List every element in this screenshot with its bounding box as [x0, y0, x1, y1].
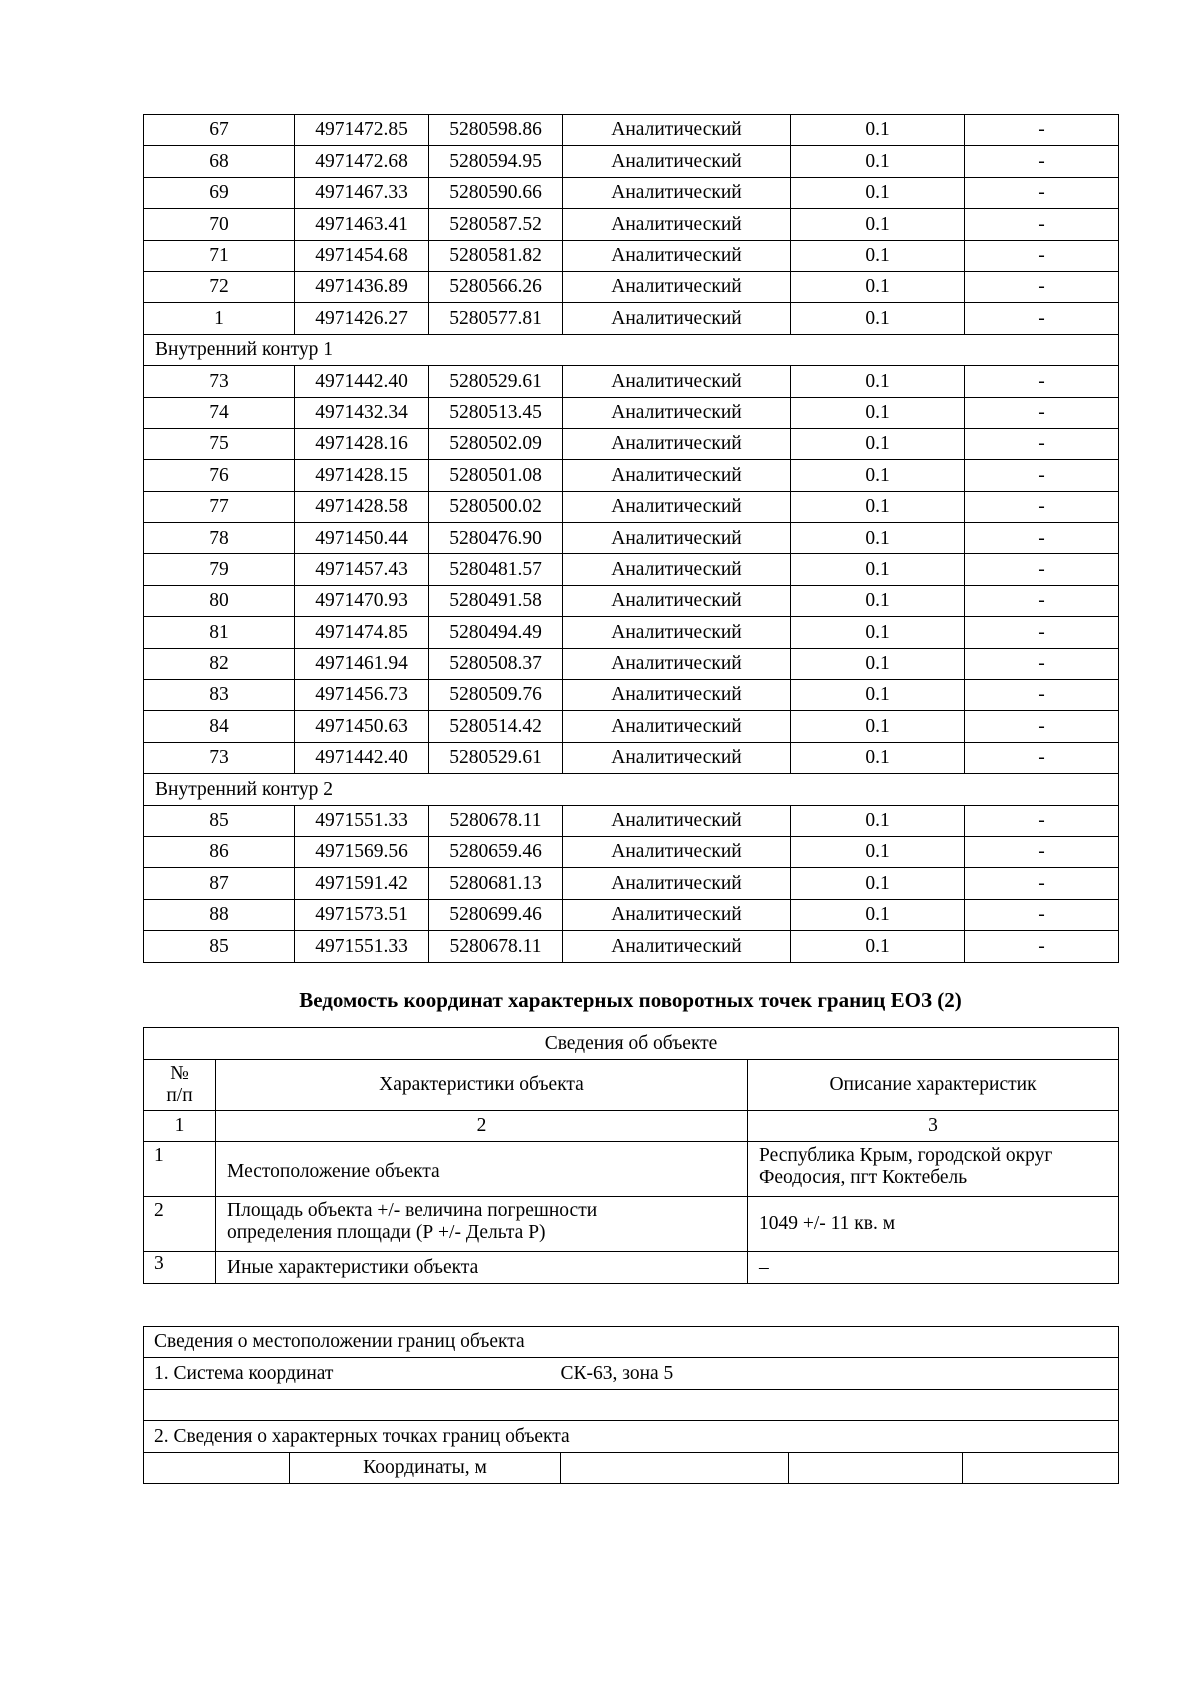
method-cell: Аналитический — [563, 177, 791, 208]
accuracy-cell: 0.1 — [791, 209, 965, 240]
row-number: 2 — [144, 1197, 216, 1252]
accuracy-cell: 0.1 — [791, 648, 965, 679]
accuracy-cell: 0.1 — [791, 680, 965, 711]
header-cell-empty — [561, 1452, 789, 1483]
y-coordinate-cell: 5280476.90 — [429, 523, 563, 554]
method-cell: Аналитический — [563, 836, 791, 867]
y-coordinate-cell: 5280566.26 — [429, 271, 563, 302]
row-number: 1 — [144, 1142, 216, 1197]
accuracy-cell: 0.1 — [791, 177, 965, 208]
x-coordinate-cell: 4971461.94 — [295, 648, 429, 679]
y-coordinate-cell: 5280509.76 — [429, 680, 563, 711]
description-cell: - — [965, 146, 1119, 177]
y-coordinate-cell: 5280514.42 — [429, 711, 563, 742]
point-number-cell: 1 — [144, 303, 295, 334]
point-number-cell: 85 — [144, 931, 295, 962]
x-coordinate-cell: 4971428.58 — [295, 491, 429, 522]
column-header-description: Описание характеристик — [748, 1060, 1119, 1111]
point-number-cell: 77 — [144, 491, 295, 522]
method-cell: Аналитический — [563, 523, 791, 554]
x-coordinate-cell: 4971472.68 — [295, 146, 429, 177]
table-row — [144, 585, 1119, 616]
x-coordinate-cell: 4971432.34 — [295, 397, 429, 428]
accuracy-cell: 0.1 — [791, 460, 965, 491]
method-cell: Аналитический — [563, 680, 791, 711]
point-number-cell: 86 — [144, 836, 295, 867]
row-characteristic: Местоположение объекта — [216, 1142, 748, 1197]
x-coordinate-cell: 4971573.51 — [295, 899, 429, 930]
x-coordinate-cell: 4971456.73 — [295, 680, 429, 711]
y-coordinate-cell: 5280587.52 — [429, 209, 563, 240]
table-row — [144, 303, 1119, 334]
method-cell: Аналитический — [563, 805, 791, 836]
x-coordinate-cell: 4971569.56 — [295, 836, 429, 867]
point-number-cell: 71 — [144, 240, 295, 271]
accuracy-cell: 0.1 — [791, 742, 965, 773]
table-row — [144, 523, 1119, 554]
y-coordinate-cell: 5280678.11 — [429, 805, 563, 836]
description-cell: - — [965, 617, 1119, 648]
point-number-cell: 70 — [144, 209, 295, 240]
point-number-cell: 79 — [144, 554, 295, 585]
point-number-cell: 73 — [144, 366, 295, 397]
accuracy-cell: 0.1 — [791, 585, 965, 616]
object-row — [144, 1142, 1119, 1197]
description-cell: - — [965, 585, 1119, 616]
row-description: – — [748, 1252, 1119, 1284]
x-coordinate-cell: 4971436.89 — [295, 271, 429, 302]
coordinates-table — [143, 114, 1119, 963]
accuracy-cell: 0.1 — [791, 805, 965, 836]
y-coordinate-cell: 5280594.95 — [429, 146, 563, 177]
method-cell: Аналитический — [563, 899, 791, 930]
table-row — [144, 146, 1119, 177]
column-header-characteristics: Характеристики объекта — [216, 1060, 748, 1111]
point-number-cell: 83 — [144, 680, 295, 711]
column-header-num: № п/п — [144, 1060, 216, 1111]
x-coordinate-cell: 4971551.33 — [295, 805, 429, 836]
x-coordinate-cell: 4971474.85 — [295, 617, 429, 648]
coord-system-label: 1. Система координат — [144, 1358, 561, 1389]
table-row — [144, 428, 1119, 459]
method-cell: Аналитический — [563, 240, 791, 271]
point-number-cell: 74 — [144, 397, 295, 428]
y-coordinate-cell: 5280681.13 — [429, 868, 563, 899]
description-cell: - — [965, 523, 1119, 554]
method-cell: Аналитический — [563, 931, 791, 962]
table-row — [144, 680, 1119, 711]
y-coordinate-cell: 5280678.11 — [429, 931, 563, 962]
contour-section-row — [144, 774, 1119, 805]
accuracy-cell: 0.1 — [791, 146, 965, 177]
point-number-cell: 67 — [144, 115, 295, 146]
accuracy-cell: 0.1 — [791, 868, 965, 899]
table-row — [144, 460, 1119, 491]
accuracy-cell: 0.1 — [791, 397, 965, 428]
point-number-cell: 84 — [144, 711, 295, 742]
table-row — [144, 115, 1119, 146]
description-cell: - — [965, 491, 1119, 522]
description-cell: - — [965, 460, 1119, 491]
contour-section-label: Внутренний контур 2 — [144, 774, 1119, 805]
description-cell: - — [965, 899, 1119, 930]
x-coordinate-cell: 4971428.15 — [295, 460, 429, 491]
header-cell-empty — [963, 1452, 1119, 1483]
index-cell-1: 1 — [144, 1111, 216, 1142]
description-cell: - — [965, 836, 1119, 867]
method-cell: Аналитический — [563, 554, 791, 585]
x-coordinate-cell: 4971426.27 — [295, 303, 429, 334]
point-number-cell: 72 — [144, 271, 295, 302]
section-title: Ведомость координат характерных поворотных точек границ ЕОЗ (2) — [299, 988, 962, 1012]
table-row — [144, 805, 1119, 836]
y-coordinate-cell: 5280491.58 — [429, 585, 563, 616]
x-coordinate-cell: 4971463.41 — [295, 209, 429, 240]
accuracy-cell: 0.1 — [791, 523, 965, 554]
method-cell: Аналитический — [563, 428, 791, 459]
description-cell: - — [965, 397, 1119, 428]
table-row — [144, 397, 1119, 428]
y-coordinate-cell: 5280481.57 — [429, 554, 563, 585]
y-coordinate-cell: 5280502.09 — [429, 428, 563, 459]
method-cell: Аналитический — [563, 209, 791, 240]
method-cell: Аналитический — [563, 617, 791, 648]
description-cell: - — [965, 303, 1119, 334]
object-row — [144, 1197, 1119, 1252]
description-cell: - — [965, 428, 1119, 459]
table-row — [144, 366, 1119, 397]
x-coordinate-cell: 4971442.40 — [295, 742, 429, 773]
accuracy-cell: 0.1 — [791, 428, 965, 459]
table-row — [144, 931, 1119, 962]
accuracy-cell: 0.1 — [791, 240, 965, 271]
table-row — [144, 648, 1119, 679]
y-coordinate-cell: 5280529.61 — [429, 742, 563, 773]
y-coordinate-cell: 5280598.86 — [429, 115, 563, 146]
x-coordinate-cell: 4971450.44 — [295, 523, 429, 554]
accuracy-cell: 0.1 — [791, 617, 965, 648]
point-number-cell: 81 — [144, 617, 295, 648]
y-coordinate-cell: 5280494.49 — [429, 617, 563, 648]
x-coordinate-cell: 4971428.16 — [295, 428, 429, 459]
method-cell: Аналитический — [563, 303, 791, 334]
table-row — [144, 177, 1119, 208]
contour-section-row — [144, 334, 1119, 365]
accuracy-cell: 0.1 — [791, 931, 965, 962]
accuracy-cell: 0.1 — [791, 836, 965, 867]
object-info-table — [143, 1027, 1119, 1284]
description-cell: - — [965, 115, 1119, 146]
method-cell: Аналитический — [563, 648, 791, 679]
description-cell: - — [965, 240, 1119, 271]
accuracy-cell: 0.1 — [791, 115, 965, 146]
description-cell: - — [965, 805, 1119, 836]
table-row — [144, 209, 1119, 240]
row-number: 3 — [144, 1252, 216, 1284]
header-cell-empty — [789, 1452, 963, 1483]
x-coordinate-cell: 4971591.42 — [295, 868, 429, 899]
empty-row — [144, 1389, 1119, 1420]
header-cell-empty — [144, 1452, 290, 1483]
x-coordinate-cell: 4971450.63 — [295, 711, 429, 742]
point-number-cell: 85 — [144, 805, 295, 836]
point-number-cell: 76 — [144, 460, 295, 491]
y-coordinate-cell: 5280659.46 — [429, 836, 563, 867]
table-row — [144, 491, 1119, 522]
point-number-cell: 80 — [144, 585, 295, 616]
accuracy-cell: 0.1 — [791, 899, 965, 930]
accuracy-cell: 0.1 — [791, 491, 965, 522]
table-row — [144, 742, 1119, 773]
y-coordinate-cell: 5280577.81 — [429, 303, 563, 334]
x-coordinate-cell: 4971442.40 — [295, 366, 429, 397]
table-row — [144, 868, 1119, 899]
x-coordinate-cell: 4971467.33 — [295, 177, 429, 208]
method-cell: Аналитический — [563, 397, 791, 428]
point-number-cell: 75 — [144, 428, 295, 459]
method-cell: Аналитический — [563, 868, 791, 899]
table-row — [144, 271, 1119, 302]
point-number-cell: 82 — [144, 648, 295, 679]
points-info-label: 2. Сведения о характерных точках границ объекта — [144, 1421, 1119, 1452]
description-cell: - — [965, 931, 1119, 962]
description-cell: - — [965, 868, 1119, 899]
method-cell: Аналитический — [563, 742, 791, 773]
point-number-cell: 78 — [144, 523, 295, 554]
y-coordinate-cell: 5280513.45 — [429, 397, 563, 428]
location-caption: Сведения о местоположении границ объекта — [144, 1327, 1119, 1358]
x-coordinate-cell: 4971454.68 — [295, 240, 429, 271]
method-cell: Аналитический — [563, 491, 791, 522]
table-row — [144, 617, 1119, 648]
method-cell: Аналитический — [563, 460, 791, 491]
description-cell: - — [965, 648, 1119, 679]
point-number-cell: 88 — [144, 899, 295, 930]
object-info-caption: Сведения об объекте — [144, 1028, 1119, 1060]
coordinates-header: Координаты, м — [290, 1452, 561, 1483]
description-cell: - — [965, 271, 1119, 302]
method-cell: Аналитический — [563, 366, 791, 397]
table-row — [144, 240, 1119, 271]
method-cell: Аналитический — [563, 585, 791, 616]
accuracy-cell: 0.1 — [791, 366, 965, 397]
location-info-table — [143, 1326, 1119, 1484]
y-coordinate-cell: 5280529.61 — [429, 366, 563, 397]
y-coordinate-cell: 5280508.37 — [429, 648, 563, 679]
description-cell: - — [965, 366, 1119, 397]
method-cell: Аналитический — [563, 271, 791, 302]
index-cell-3: 3 — [748, 1111, 1119, 1142]
accuracy-cell: 0.1 — [791, 554, 965, 585]
object-row — [144, 1252, 1119, 1284]
description-cell: - — [965, 209, 1119, 240]
point-number-cell: 87 — [144, 868, 295, 899]
description-cell: - — [965, 680, 1119, 711]
method-cell: Аналитический — [563, 115, 791, 146]
point-number-cell: 73 — [144, 742, 295, 773]
accuracy-cell: 0.1 — [791, 303, 965, 334]
method-cell: Аналитический — [563, 146, 791, 177]
row-characteristic: Площадь объекта +/- величина погрешности определения площади (Р +/- Дельта Р) — [216, 1197, 748, 1252]
y-coordinate-cell: 5280581.82 — [429, 240, 563, 271]
table-row — [144, 711, 1119, 742]
row-characteristic: Иные характеристики объекта — [216, 1252, 748, 1284]
y-coordinate-cell: 5280501.08 — [429, 460, 563, 491]
point-number-cell: 68 — [144, 146, 295, 177]
y-coordinate-cell: 5280590.66 — [429, 177, 563, 208]
accuracy-cell: 0.1 — [791, 711, 965, 742]
row-description: Республика Крым, городской округ Феодосия, пгт Коктебель — [748, 1142, 1119, 1197]
contour-section-label: Внутренний контур 1 — [144, 334, 1119, 365]
x-coordinate-cell: 4971472.85 — [295, 115, 429, 146]
y-coordinate-cell: 5280500.02 — [429, 491, 563, 522]
y-coordinate-cell: 5280699.46 — [429, 899, 563, 930]
row-description: 1049 +/- 11 кв. м — [748, 1197, 1119, 1252]
table-row — [144, 554, 1119, 585]
table-row — [144, 836, 1119, 867]
index-cell-2: 2 — [216, 1111, 748, 1142]
description-cell: - — [965, 554, 1119, 585]
point-number-cell: 69 — [144, 177, 295, 208]
description-cell: - — [965, 177, 1119, 208]
coord-system-value: СК-63, зона 5 — [561, 1358, 1119, 1389]
x-coordinate-cell: 4971470.93 — [295, 585, 429, 616]
x-coordinate-cell: 4971551.33 — [295, 931, 429, 962]
description-cell: - — [965, 742, 1119, 773]
accuracy-cell: 0.1 — [791, 271, 965, 302]
table-row — [144, 899, 1119, 930]
description-cell: - — [965, 711, 1119, 742]
method-cell: Аналитический — [563, 711, 791, 742]
x-coordinate-cell: 4971457.43 — [295, 554, 429, 585]
